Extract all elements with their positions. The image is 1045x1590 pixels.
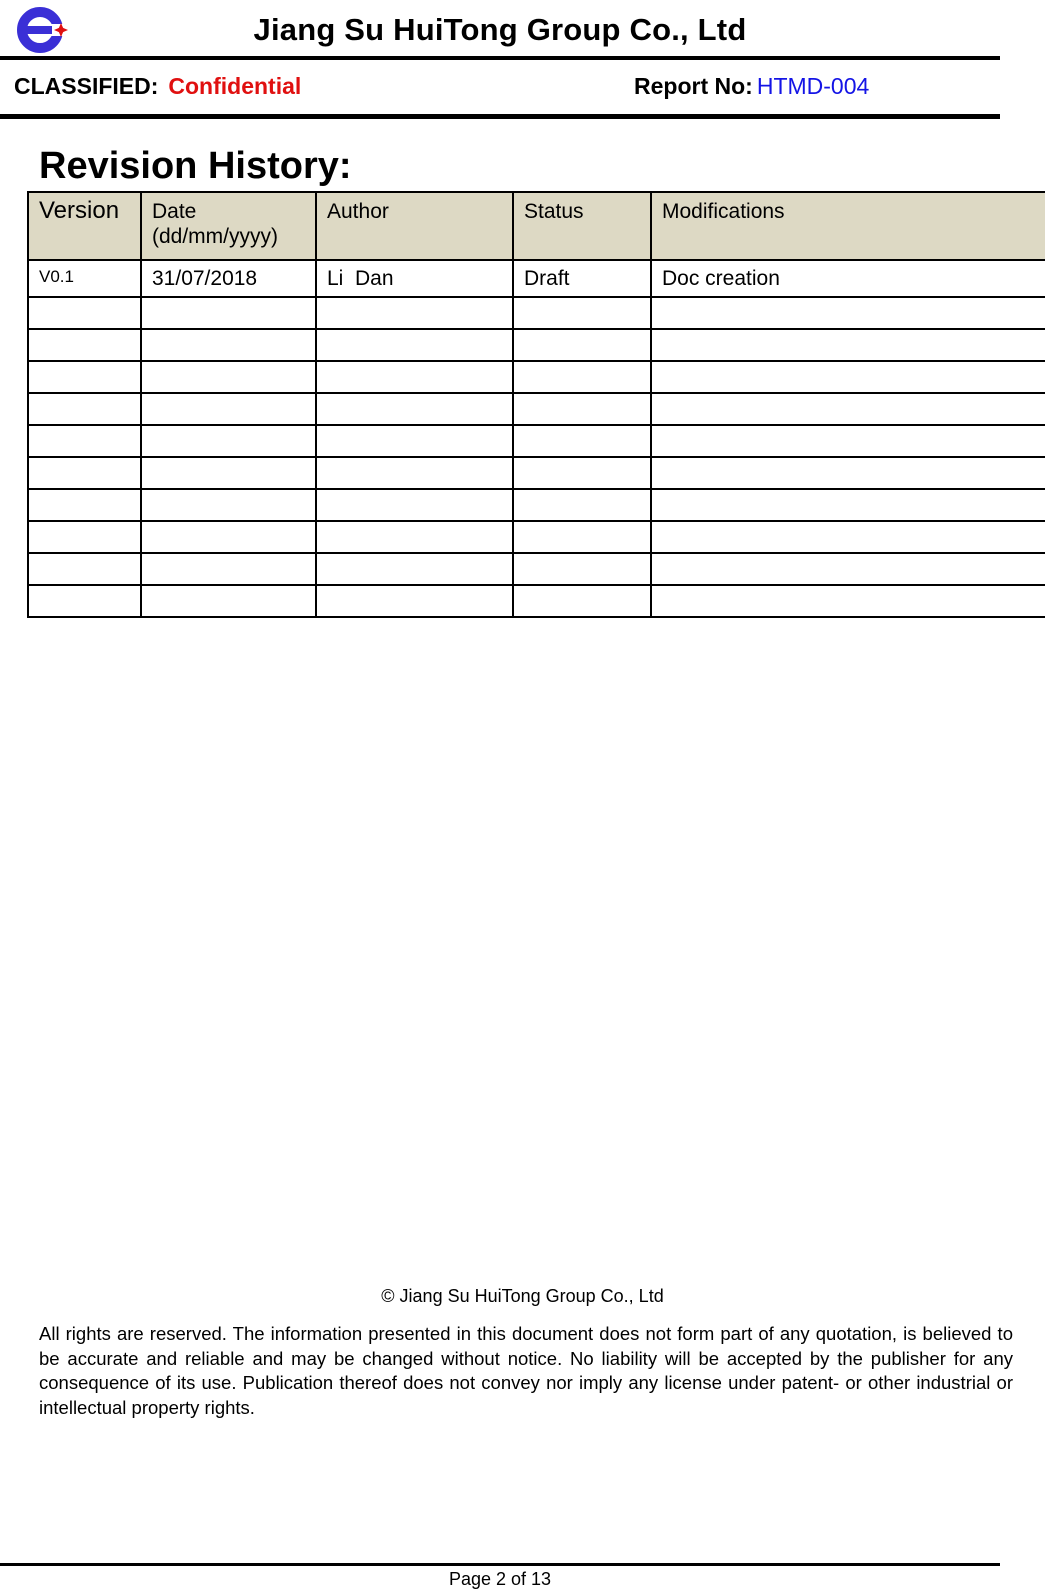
header-divider-bottom <box>0 114 1000 119</box>
report-number: HTMD-004 <box>756 73 870 99</box>
empty-table-row <box>28 393 1045 425</box>
empty-table-row <box>28 297 1045 329</box>
cell-author: Li Dan <box>316 260 513 297</box>
footer-divider <box>0 1563 1000 1566</box>
cell-modifications: Doc creation <box>651 260 1045 297</box>
revision-history-title: Revision History: <box>39 145 352 187</box>
column-header-modifications: Modifications <box>651 192 1045 260</box>
empty-table-row <box>28 521 1045 553</box>
classification-line <box>14 73 301 100</box>
rights-disclaimer: All rights are reserved. The information presented in this document does not form part of any quotation, is believed to be accurate and reliable and may be changed without notice. No liability will be accepted by the publisher for any consequence of its use. Publication thereof does not convey nor imply any license under patent- or other industrial or intellectual property rights. <box>39 1323 1013 1418</box>
cell-version: V0.1 <box>28 260 141 297</box>
empty-table-row <box>28 329 1045 361</box>
copyright-notice: © Jiang Su HuiTong Group Co., Ltd <box>381 1286 664 1306</box>
classified-level: Confidential <box>168 73 302 99</box>
report-label: Report No: <box>634 73 753 99</box>
company-title: Jiang Su HuiTong Group Co., Ltd <box>253 12 747 47</box>
report-number-line <box>634 73 869 100</box>
empty-table-row <box>28 425 1045 457</box>
empty-table-row <box>28 457 1045 489</box>
classified-label: CLASSIFIED: <box>14 73 159 99</box>
column-header-author: Author <box>316 192 513 260</box>
header-divider-top <box>0 56 1000 60</box>
empty-table-row <box>28 489 1045 521</box>
column-header-status: Status <box>513 192 651 260</box>
page-number: Page 2 of 13 <box>448 1569 552 1589</box>
cell-date: 31/07/2018 <box>141 260 316 297</box>
empty-table-row <box>28 553 1045 585</box>
table-header-row <box>28 192 1045 260</box>
revision-history-table <box>27 191 1045 618</box>
column-header-date: Date (dd/mm/yyyy) <box>141 192 316 260</box>
table-row <box>28 260 1045 297</box>
empty-table-row <box>28 361 1045 393</box>
empty-table-row <box>28 585 1045 617</box>
cell-status: Draft <box>513 260 651 297</box>
column-header-version: Version <box>28 192 141 260</box>
